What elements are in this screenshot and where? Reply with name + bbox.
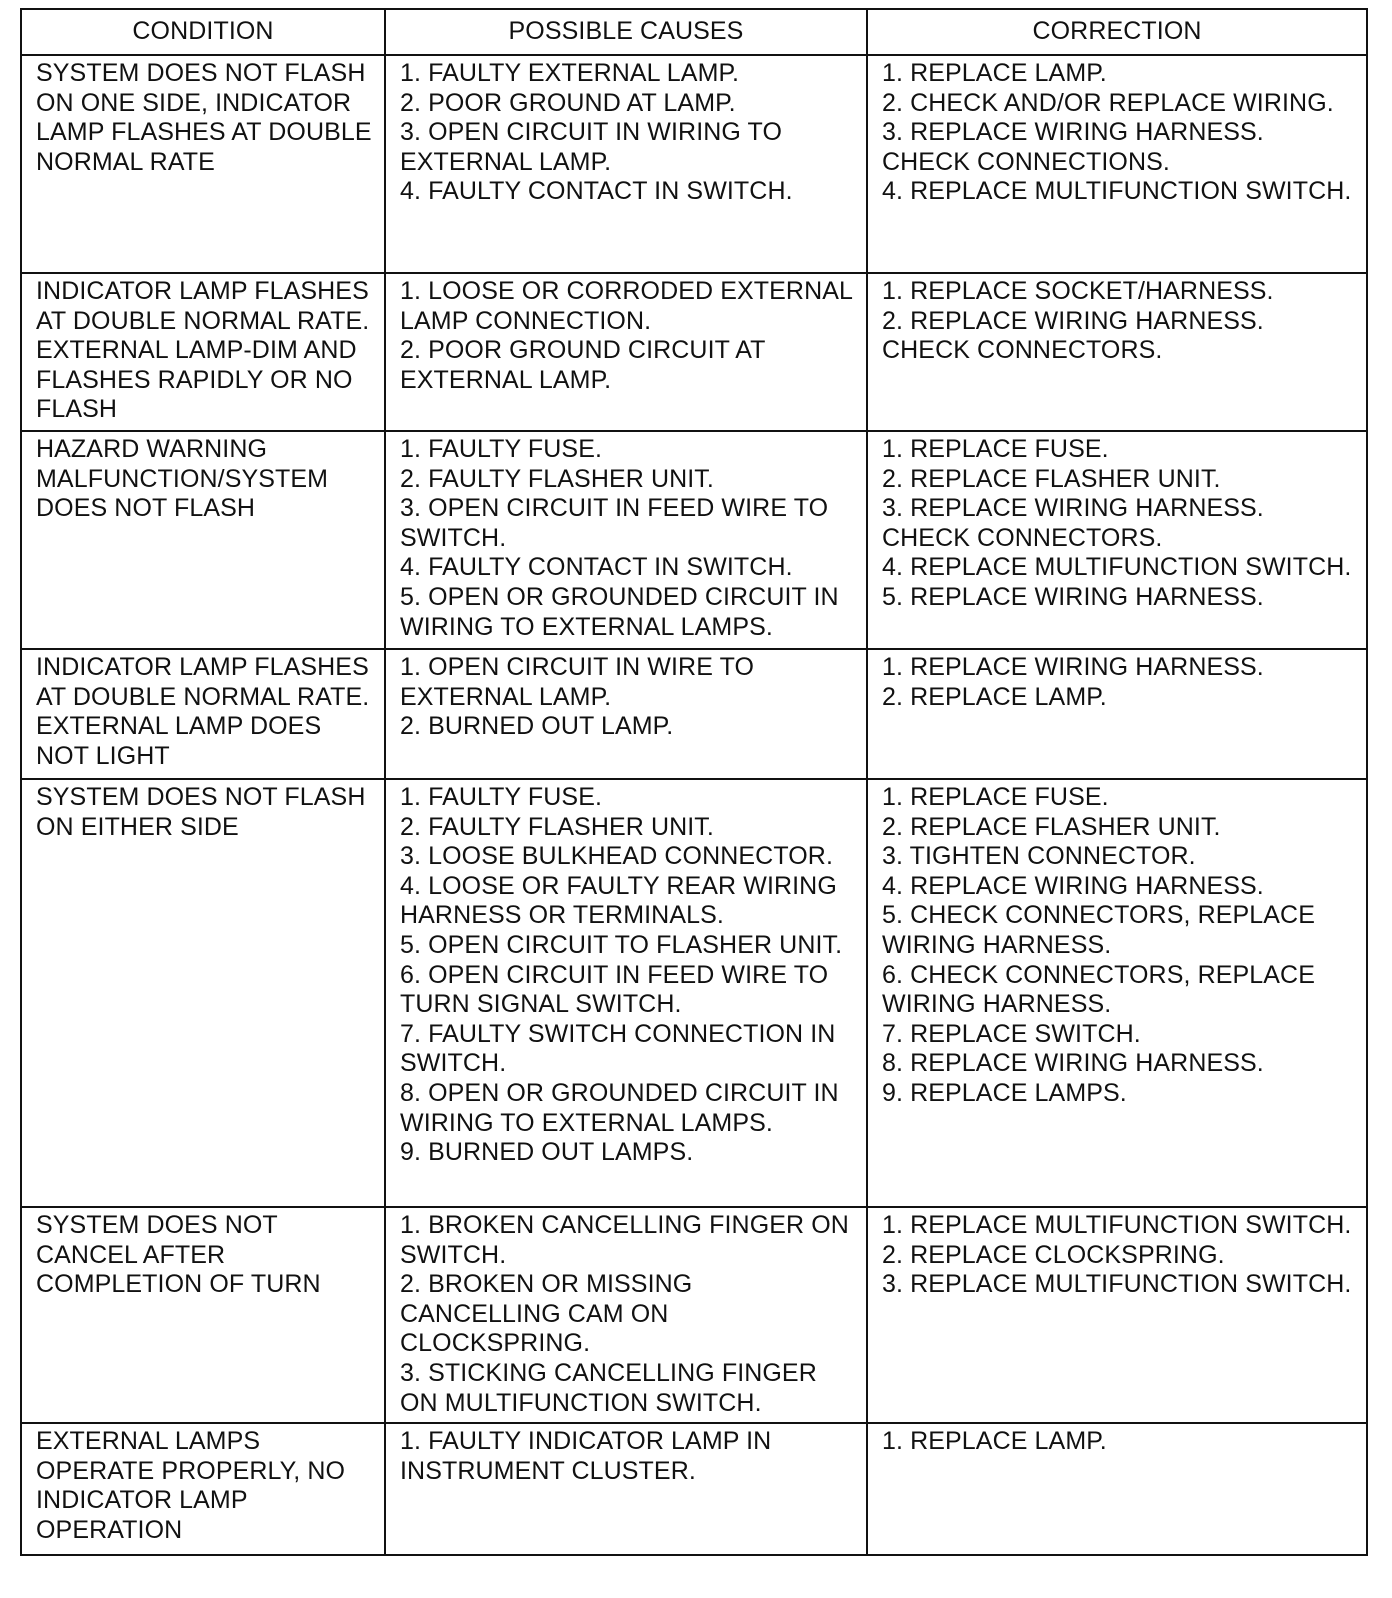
cause-item: 1. FAULTY FUSE. xyxy=(400,435,603,463)
causes-cell xyxy=(385,1423,867,1555)
correction-cell xyxy=(867,649,1367,779)
cause-item: 7. FAULTY SWITCH CONNECTION IN SWITCH. xyxy=(400,1019,836,1078)
cause-item: 3. OPEN CIRCUIT IN WIRING TO EXTERNAL LAMP. xyxy=(400,118,783,176)
cause-item: 2. FAULTY FLASHER UNIT. xyxy=(400,812,714,841)
correction-item: 4. REPLACE MULTIFUNCTION SWITCH. xyxy=(882,553,1352,582)
cause-item: 4. LOOSE OR FAULTY REAR WIRING HARNESS OR TERMINALS. xyxy=(400,871,837,930)
correction-item: 5. REPLACE WIRING HARNESS. xyxy=(882,582,1264,611)
correction-item: 1. REPLACE FUSE. xyxy=(882,435,1109,463)
cause-item: 9. BURNED OUT LAMPS. xyxy=(400,1138,694,1167)
cause-item: 8. OPEN OR GROUNDED CIRCUIT IN WIRING TO EXTERNAL LAMPS. xyxy=(400,1078,839,1137)
condition-cell: SYSTEM DOES NOT CANCEL AFTER COMPLETION OF TURN xyxy=(21,1207,385,1423)
correction-item: 2. REPLACE CLOCKSPRING. xyxy=(882,1240,1225,1269)
causes-cell xyxy=(385,55,867,273)
condition-cell: EXTERNAL LAMPS OPERATE PROPERLY, NO INDICATOR LAMP OPERATION xyxy=(21,1423,385,1555)
correction-cell xyxy=(867,1423,1367,1555)
correction-item: 1. REPLACE WIRING HARNESS. xyxy=(882,653,1264,681)
causes-cell xyxy=(385,273,867,431)
cause-item: 1. FAULTY INDICATOR LAMP IN INSTRUMENT CLUSTER. xyxy=(400,1427,772,1485)
condition-cell: HAZARD WARNING MALFUNCTION/SYSTEM DOES NOT FLASH xyxy=(21,431,385,649)
correction-cell xyxy=(867,273,1367,431)
correction-item: 7. REPLACE SWITCH. xyxy=(882,1019,1141,1048)
cause-item: 1. FAULTY EXTERNAL LAMP. xyxy=(400,59,740,87)
diagnosis-page xyxy=(20,8,1366,1556)
table-row xyxy=(21,431,1367,649)
cause-item: 3. STICKING CANCELLING FINGER ON MULTIFUNCTION SWITCH. xyxy=(400,1358,817,1417)
causes-cell xyxy=(385,649,867,779)
cause-item: 2. POOR GROUND CIRCUIT AT EXTERNAL LAMP. xyxy=(400,336,766,394)
table-row xyxy=(21,55,1367,273)
correction-cell xyxy=(867,1207,1367,1423)
correction-item: 2. REPLACE WIRING HARNESS. CHECK CONNECTORS. xyxy=(882,306,1264,365)
cause-item: 5. OPEN OR GROUNDED CIRCUIT IN WIRING TO EXTERNAL LAMPS. xyxy=(400,582,839,641)
correction-item: 9. REPLACE LAMPS. xyxy=(882,1078,1127,1107)
cause-item: 2. BURNED OUT LAMP. xyxy=(400,712,674,741)
cause-item: 2. BROKEN OR MISSING CANCELLING CAM ON CLOCKSPRING. xyxy=(400,1270,693,1358)
causes-cell xyxy=(385,1207,867,1423)
cause-item: 2. POOR GROUND AT LAMP. xyxy=(400,88,736,117)
table-row xyxy=(21,273,1367,431)
condition-cell: SYSTEM DOES NOT FLASH ON EITHER SIDE xyxy=(21,779,385,1207)
correction-item: 1. REPLACE MULTIFUNCTION SWITCH. xyxy=(882,1211,1352,1239)
correction-item: 5. CHECK CONNECTORS, REPLACE WIRING HARNESS. xyxy=(882,901,1315,959)
table-row xyxy=(21,1423,1367,1555)
table-header-row xyxy=(21,9,1367,55)
correction-item: 3. REPLACE WIRING HARNESS. CHECK CONNECTORS. xyxy=(882,494,1264,552)
cause-item: 1. FAULTY FUSE. xyxy=(400,783,603,811)
correction-item: 2. REPLACE FLASHER UNIT. xyxy=(882,464,1221,493)
cause-item: 3. LOOSE BULKHEAD CONNECTOR. xyxy=(400,842,833,871)
correction-item: 6. CHECK CONNECTORS, REPLACE WIRING HARNESS. xyxy=(882,960,1315,1019)
cause-item: 1. BROKEN CANCELLING FINGER ON SWITCH. xyxy=(400,1211,849,1269)
correction-item: 8. REPLACE WIRING HARNESS. xyxy=(882,1049,1264,1078)
table-row xyxy=(21,779,1367,1207)
correction-item: 4. REPLACE WIRING HARNESS. xyxy=(882,871,1264,900)
table-row xyxy=(21,1207,1367,1423)
correction-item: 3. REPLACE MULTIFUNCTION SWITCH. xyxy=(882,1270,1352,1299)
header-condition: CONDITION xyxy=(21,9,385,55)
correction-cell xyxy=(867,431,1367,649)
header-correction: CORRECTION xyxy=(867,9,1367,55)
cause-item: 4. FAULTY CONTACT IN SWITCH. xyxy=(400,177,793,206)
cause-item: 1. LOOSE OR CORRODED EXTERNAL LAMP CONNECTION. xyxy=(400,277,853,335)
correction-item: 1. REPLACE FUSE. xyxy=(882,783,1109,811)
cause-item: 3. OPEN CIRCUIT IN FEED WIRE TO SWITCH. xyxy=(400,494,829,552)
correction-item: 1. REPLACE LAMP. xyxy=(882,59,1107,87)
causes-cell xyxy=(385,431,867,649)
correction-item: 3. TIGHTEN CONNECTOR. xyxy=(882,842,1196,871)
correction-item: 2. REPLACE LAMP. xyxy=(882,682,1107,711)
table-row xyxy=(21,649,1367,779)
diagnosis-table xyxy=(20,8,1368,1556)
correction-item: 2. CHECK AND/OR REPLACE WIRING. xyxy=(882,88,1334,117)
correction-cell xyxy=(867,779,1367,1207)
cause-item: 1. OPEN CIRCUIT IN WIRE TO EXTERNAL LAMP. xyxy=(400,653,755,711)
cause-item: 2. FAULTY FLASHER UNIT. xyxy=(400,464,714,493)
header-possible-causes: POSSIBLE CAUSES xyxy=(385,9,867,55)
condition-cell: SYSTEM DOES NOT FLASH ON ONE SIDE, INDICATOR LAMP FLASHES AT DOUBLE NORMAL RATE xyxy=(21,55,385,273)
causes-cell xyxy=(385,779,867,1207)
correction-item: 3. REPLACE WIRING HARNESS. CHECK CONNECTIONS. xyxy=(882,118,1264,176)
correction-cell xyxy=(867,55,1367,273)
cause-item: 5. OPEN CIRCUIT TO FLASHER UNIT. xyxy=(400,930,843,959)
correction-item: 2. REPLACE FLASHER UNIT. xyxy=(882,812,1221,841)
correction-item: 4. REPLACE MULTIFUNCTION SWITCH. xyxy=(882,177,1352,206)
condition-cell: INDICATOR LAMP FLASHES AT DOUBLE NORMAL RATE. EXTERNAL LAMP-DIM AND FLASHES RAPIDLY OR NO FLASH xyxy=(21,273,385,431)
cause-item: 6. OPEN CIRCUIT IN FEED WIRE TO TURN SIGNAL SWITCH. xyxy=(400,960,829,1019)
condition-cell: INDICATOR LAMP FLASHES AT DOUBLE NORMAL RATE. EXTERNAL LAMP DOES NOT LIGHT xyxy=(21,649,385,779)
cause-item: 4. FAULTY CONTACT IN SWITCH. xyxy=(400,553,793,582)
correction-item: 1. REPLACE LAMP. xyxy=(882,1427,1107,1456)
table-body xyxy=(21,55,1367,1555)
correction-item: 1. REPLACE SOCKET/HARNESS. xyxy=(882,277,1274,305)
